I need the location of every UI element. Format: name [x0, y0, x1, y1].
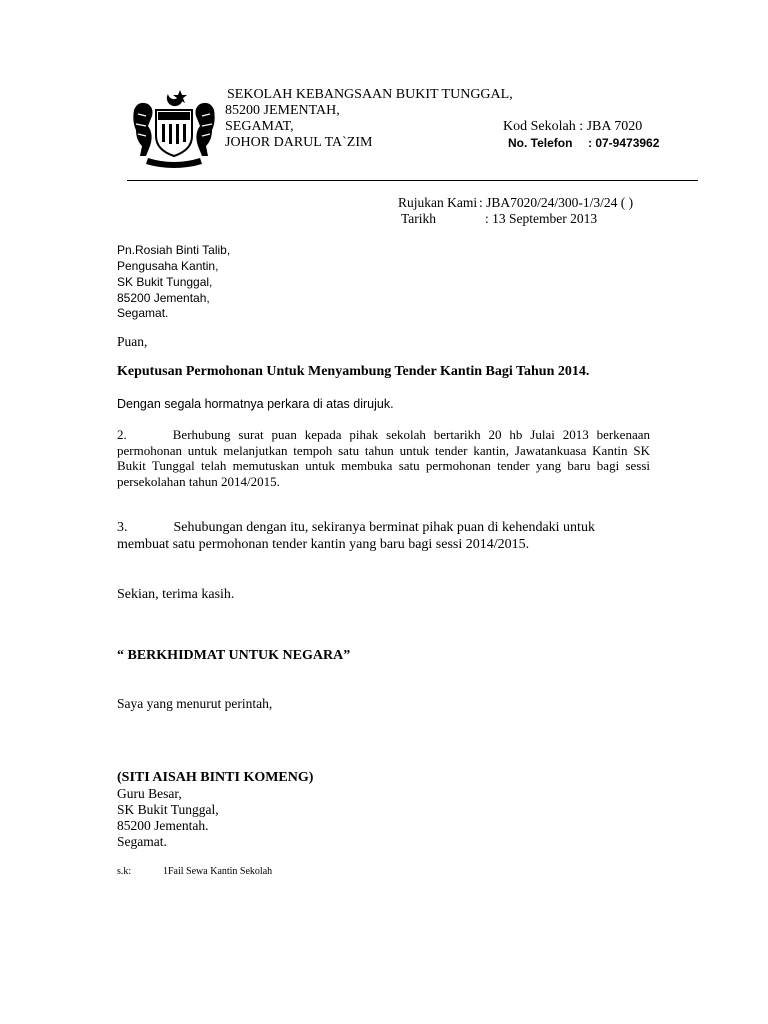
phone-value: : 07-9473962 — [588, 136, 660, 150]
address-town: SEGAMAT, — [225, 119, 294, 134]
recipient-line: 85200 Jementah, — [117, 291, 210, 305]
cc-value: 1Fail Sewa Kantin Sekolah — [163, 866, 273, 877]
phone-label: No. Telefon — [508, 136, 573, 150]
signatory-line: Segamat. — [117, 834, 167, 849]
school-name: SEKOLAH KEBANGSAAN BUKIT TUNGGAL, — [227, 87, 513, 102]
date-value: : 13 September 2013 — [485, 211, 598, 226]
paragraph-number: 2. — [117, 427, 127, 442]
signatory-name: (SITI AISAH BINTI KOMENG) — [117, 770, 314, 785]
address-postcode: 85200 JEMENTAH, — [225, 103, 340, 118]
recipient-line: SK Bukit Tunggal, — [117, 275, 213, 289]
sign-off: Saya yang menurut perintah, — [117, 696, 273, 711]
ref-label: Rujukan Kami — [398, 195, 478, 210]
subject-line: Keputusan Permohonan Untuk Menyambung Tender Kantin Bagi Tahun 2014. — [117, 364, 590, 379]
paragraph-3 — [117, 519, 650, 553]
signatory-line: 85200 Jementah. — [117, 818, 209, 833]
recipient-line: Pn.Rosiah Binti Talib, — [117, 243, 231, 257]
address-state: JOHOR DARUL TA`ZIM — [225, 135, 373, 150]
motto: “ BERKHIDMAT UNTUK NEGARA” — [117, 648, 351, 663]
salutation: Puan, — [117, 334, 148, 349]
signatory-line: SK Bukit Tunggal, — [117, 802, 219, 817]
ref-value: : JBA7020/24/300-1/3/24 ( ) — [479, 195, 634, 210]
signatory-line: Guru Besar, — [117, 786, 182, 801]
recipient-line: Segamat. — [117, 306, 169, 320]
recipient-line: Pengusaha Kantin, — [117, 259, 219, 273]
closing-line: Sekian, terima kasih. — [117, 587, 235, 602]
paragraph-text: Berhubung surat puan kepada pihak sekolah bertarikh 20 hb Julai 2013 berkenaan permohonan untuk melanjutkan tempoh satu tahun untuk tender kantin, Jawatankuasa Kantin SK Bukit Tunggal telah memutuskan untuk membuka satu permohonan tender yang baru bagi sessi persekolahan tahun 2014/2015. — [117, 427, 650, 489]
letterhead-divider — [127, 180, 698, 181]
paragraph-number: 3. — [117, 520, 128, 535]
school-code: Kod Sekolah : JBA 7020 — [503, 119, 643, 134]
opening-line: Dengan segala hormatnya perkara di atas dirujuk. — [117, 397, 394, 411]
paragraph-2 — [117, 427, 650, 489]
date-label: Tarikh — [401, 211, 437, 226]
cc-label: s.k: — [117, 866, 132, 877]
coat-of-arms-icon — [128, 84, 220, 168]
paragraph-text: Sehubungan dengan itu, sekiranya berminat pihak puan di kehendaki untuk membuat satu permohonan tender kantin yang baru bagi sessi 2014/2015. — [117, 520, 595, 552]
